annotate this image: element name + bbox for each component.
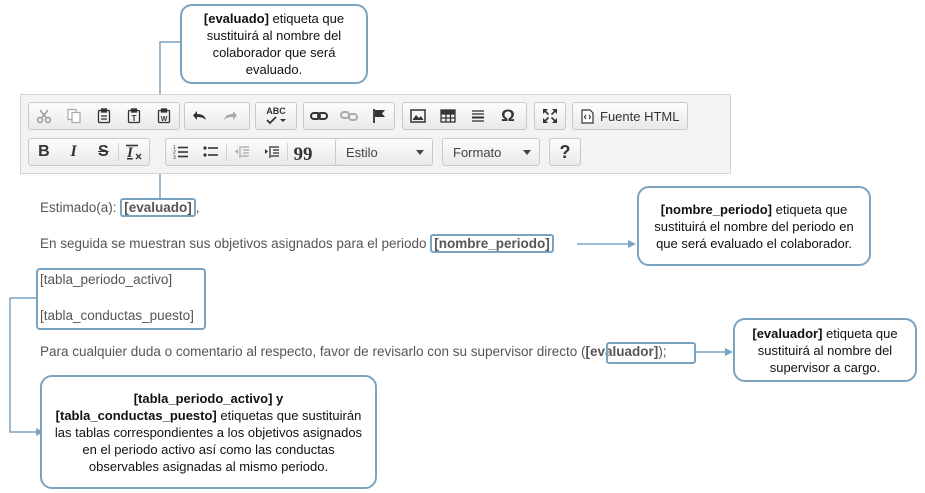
link-group: [303, 102, 395, 130]
contact-line-text: Para cualquier duda o comentario al respecto, favor de revisarlo con su supervisor directo (: [40, 344, 586, 359]
format-label: Formato: [453, 144, 502, 160]
insert-group: [402, 102, 527, 130]
svg-text:1: 1: [173, 145, 176, 151]
source-button[interactable]: [573, 103, 687, 129]
spellcheck-label: ABC: [266, 106, 286, 116]
source-label: Fuente HTML: [600, 108, 680, 124]
callout-evaluado-text: etiqueta que sustituirá al nombre del colaborador que será evaluado.: [206, 11, 345, 77]
callout-evaluador-text: etiqueta que sustituirá al nombre del supervisor a cargo.: [757, 325, 898, 375]
editor-toolbar: [20, 94, 731, 174]
arrowhead-nombre-periodo: [628, 240, 636, 248]
strike-label: S: [98, 143, 109, 160]
image-icon[interactable]: [403, 103, 433, 129]
callout-nombre-periodo-text: etiqueta que sustituirá el nombre del periodo en que será evaluado el colaborador.: [654, 201, 854, 251]
blockquote-button[interactable]: [288, 139, 318, 165]
horizontal-rule-icon[interactable]: [463, 103, 493, 129]
paste-icon[interactable]: [89, 103, 119, 129]
clipboard-group: [28, 102, 180, 130]
callout-tablas-tag2: [tabla_conductas_puesto]: [55, 407, 217, 423]
source-icon: [581, 109, 594, 124]
evaluado-tag: [evaluado]: [120, 198, 196, 217]
help-icon: ?: [559, 141, 571, 162]
help-button[interactable]: [550, 139, 580, 165]
flag-icon[interactable]: [364, 103, 394, 129]
unlink-icon[interactable]: [334, 103, 364, 129]
strike-button[interactable]: [89, 139, 119, 165]
italic-button[interactable]: [59, 139, 89, 165]
contact-line: [40, 344, 667, 359]
maximize-group: [534, 102, 566, 130]
svg-text:I: I: [127, 145, 133, 160]
spellcheck-button[interactable]: [256, 103, 296, 129]
style-label: Estilo: [346, 144, 378, 160]
tabla-conductas-puesto-tag: [tabla_conductas_puesto]: [40, 308, 194, 323]
numbered-list-icon[interactable]: [166, 139, 196, 165]
spellcheck-group: [255, 102, 297, 130]
omega-icon: Ω: [501, 106, 515, 125]
bold-label: B: [38, 143, 50, 160]
chevron-down-icon: [416, 150, 424, 155]
evaluador-highlight: [606, 342, 696, 364]
connector-tablas: [10, 298, 38, 432]
period-line-text: En seguida se muestran sus objetivos asignados para el periodo: [40, 236, 431, 251]
list-group: [165, 138, 345, 166]
special-char-button[interactable]: [493, 103, 523, 129]
undo-redo-group: [184, 102, 250, 130]
callout-evaluado: [180, 4, 368, 84]
italic-label: I: [70, 143, 77, 160]
greeting-prefix: Estimado(a):: [40, 200, 121, 215]
evaluador-tag: [evaluador]: [585, 344, 659, 359]
style-dropdown[interactable]: [335, 138, 433, 166]
format-dropdown[interactable]: [442, 138, 540, 166]
blockquote-icon: 99: [293, 144, 313, 165]
nombre-periodo-tag: [nombre_periodo]: [430, 234, 554, 253]
svg-text:3: 3: [173, 155, 176, 159]
remove-format-button[interactable]: [119, 139, 149, 165]
callout-evaluador: [733, 318, 917, 382]
scissors-icon[interactable]: [29, 103, 59, 129]
svg-text:2: 2: [173, 150, 176, 156]
svg-text:W: W: [160, 116, 168, 123]
bold-button[interactable]: [29, 139, 59, 165]
callout-tablas: [40, 375, 377, 489]
undo-icon[interactable]: [185, 103, 215, 129]
contact-line-suffix: );: [658, 344, 667, 359]
callout-evaluador-tag: [evaluador]: [752, 325, 823, 341]
callout-nombre-periodo-tag: [nombre_periodo]: [660, 201, 773, 217]
paste-word-icon[interactable]: [149, 103, 179, 129]
table-icon[interactable]: [433, 103, 463, 129]
svg-text:T: T: [131, 114, 137, 123]
outdent-icon[interactable]: [227, 139, 257, 165]
help-group: [549, 138, 581, 166]
maximize-icon[interactable]: [535, 103, 565, 129]
period-line: [40, 236, 554, 251]
chevron-down-icon: [523, 150, 531, 155]
callout-tablas-text: etiquetas que sustituirán las tablas correspondientes a los objetivos asignados en el periodo activo así como las conductas observables asignadas al mismo periodo.: [54, 407, 363, 474]
bulleted-list-icon[interactable]: [196, 139, 226, 165]
arrowhead-evaluador: [725, 348, 733, 356]
remove-format-icon: [125, 144, 143, 160]
paste-text-icon[interactable]: [119, 103, 149, 129]
copy-icon[interactable]: [59, 103, 89, 129]
callout-nombre-periodo: [637, 186, 871, 266]
source-group: [572, 102, 688, 130]
basic-styles-group: [28, 138, 150, 166]
greeting-line: [40, 200, 200, 215]
callout-evaluado-tag: [evaluado]: [203, 11, 269, 26]
link-icon[interactable]: [304, 103, 334, 129]
redo-icon[interactable]: [215, 103, 245, 129]
greeting-suffix: ,: [195, 200, 200, 215]
tabla-periodo-activo-tag: [tabla_periodo_activo]: [40, 272, 173, 287]
indent-icon[interactable]: [257, 139, 287, 165]
callout-tablas-tag1: [tabla_periodo_activo]: [133, 390, 273, 406]
callout-tablas-joiner: y: [272, 390, 284, 406]
